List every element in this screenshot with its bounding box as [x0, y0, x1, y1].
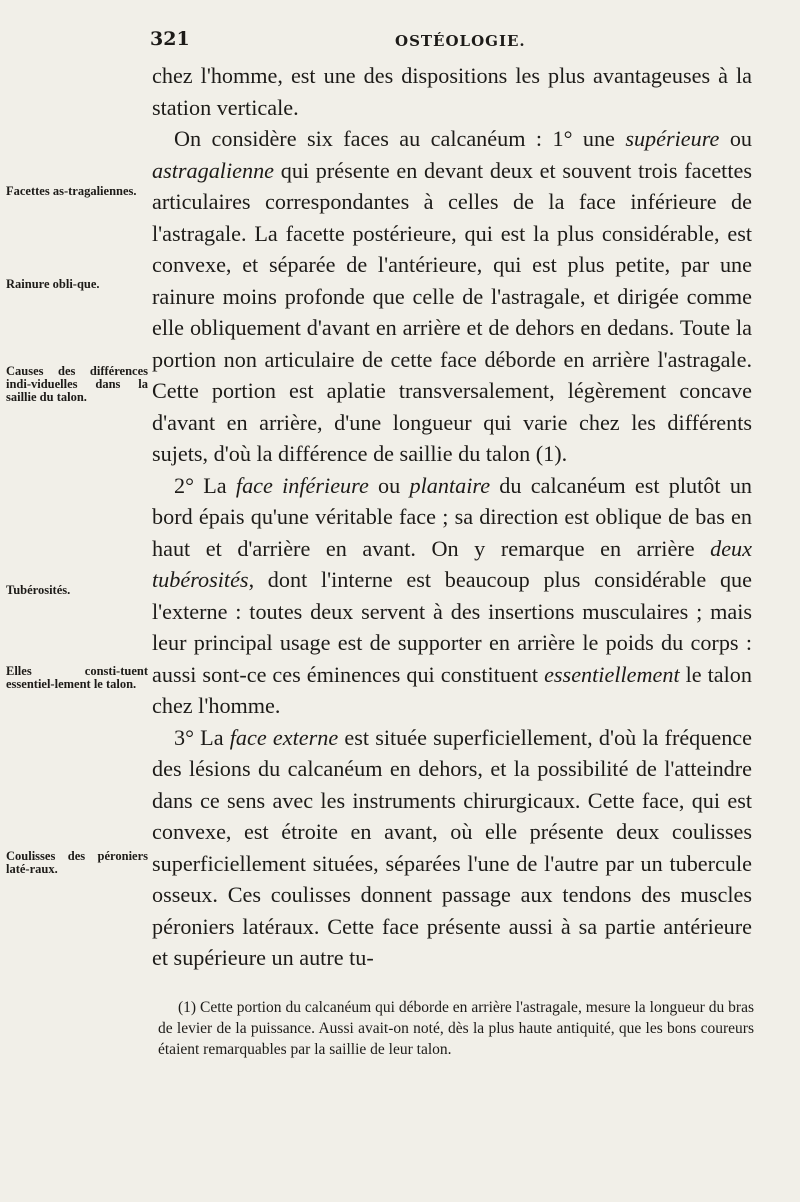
- italic-term: plantaire: [409, 472, 491, 498]
- margin-note-rainure: Rainure obli-que.: [6, 277, 100, 291]
- italic-term: deux tubérosités: [152, 535, 752, 592]
- margin-note-facettes: Facettes as-tragaliennes.: [6, 184, 137, 198]
- text-run: ou: [719, 126, 753, 151]
- text-run: le talon chez l'homme.: [152, 661, 752, 718]
- text-run: 3° La: [174, 724, 230, 750]
- paragraph-4: [152, 722, 752, 974]
- text-run: , dont l'interne est beaucoup plus considérable que l'externe : toutes deux servent à des insertions musculaires ; mais leur principal usage est de supporter en arrière le poids du corps : aussi sont-ce ces éminences qui constituent: [152, 567, 752, 687]
- italic-term: essentiellement: [544, 661, 680, 687]
- italic-term: supérieure: [625, 126, 720, 151]
- margin-note-causes: Causes des différences indi-viduelles dans la saillie du talon.: [6, 364, 148, 404]
- margin-note-elles: Elles consti-tuent essentiel-lement le talon.: [6, 664, 148, 691]
- text-run: est située superficiellement, d'où la fréquence des lésions du calcanéum en dehors, et la possibilité de l'atteindre dans ce sens avec les instruments chirurgicaux. Cette face, qui est convexe, est étroite en avant, où elle présente deux coulisses superficiellement situées, séparées l'une de l'autre par un tubercule osseux. Ces coulisses donnent passage aux tendons des muscles péroniers latéraux. Cette face présente aussi à sa partie antérieure et supérieure un autre tu-: [152, 724, 753, 970]
- paragraph-2: [152, 123, 752, 470]
- footnote: (1) Cette portion du calcanéum qui déborde en arrière l'astragale, mesure la longueur du bras de levier de la puissance. Aussi avait-on noté, dès la plus haute antiquité, que les bons coureurs étaient remarquables par la saillie de leur talon.: [158, 999, 754, 1058]
- paragraph-3: [152, 470, 752, 722]
- running-title: OSTÉOLOGIE.: [395, 32, 526, 50]
- body-text: [152, 60, 752, 974]
- text-run: ou: [368, 472, 410, 498]
- margin-note-tuberosites: Tubérosités.: [6, 583, 71, 597]
- text-run: 2° La: [174, 472, 236, 498]
- text-run: qui présente en devant deux et souvent trois facettes articulaires correspondantes à celles de la face inférieure de l'astragale. La facette postérieure, qui est la plus considérable, est convexe, et séparée de l'antérieure, qui est plus petite, par une rainure moins profonde que celle de l'astragale, et dirigée comme elle obliquement d'avant en arrière et de dehors en dedans. Toute la portion non articulaire de cette face déborde en arrière l'astragale. Cette portion est aplatie transversalement, légèrement concave d'avant en arrière, d'une longueur qui varie chez les différents sujets, d'où la différence de saillie du talon (1).: [152, 157, 752, 466]
- italic-term: face externe: [229, 724, 339, 750]
- page-header: [150, 28, 760, 58]
- page-number: 321: [150, 28, 190, 50]
- text-run: du calcanéum est plutôt un bord épais qu'une véritable face ; sa direction est oblique de bas en haut et d'arrière en avant. On y remarque en arrière: [152, 472, 753, 561]
- text-run: On considère six faces au calcanéum : 1° une: [174, 126, 626, 151]
- italic-term: astragalienne: [152, 157, 275, 183]
- footnote-divider: [152, 985, 752, 986]
- margin-note-coulisses: Coulisses des péroniers laté-raux.: [6, 849, 148, 876]
- italic-term: face inférieure: [235, 472, 369, 498]
- paragraph-1: chez l'homme, est une des dispositions les plus avantageuses à la station verticale.: [152, 63, 752, 120]
